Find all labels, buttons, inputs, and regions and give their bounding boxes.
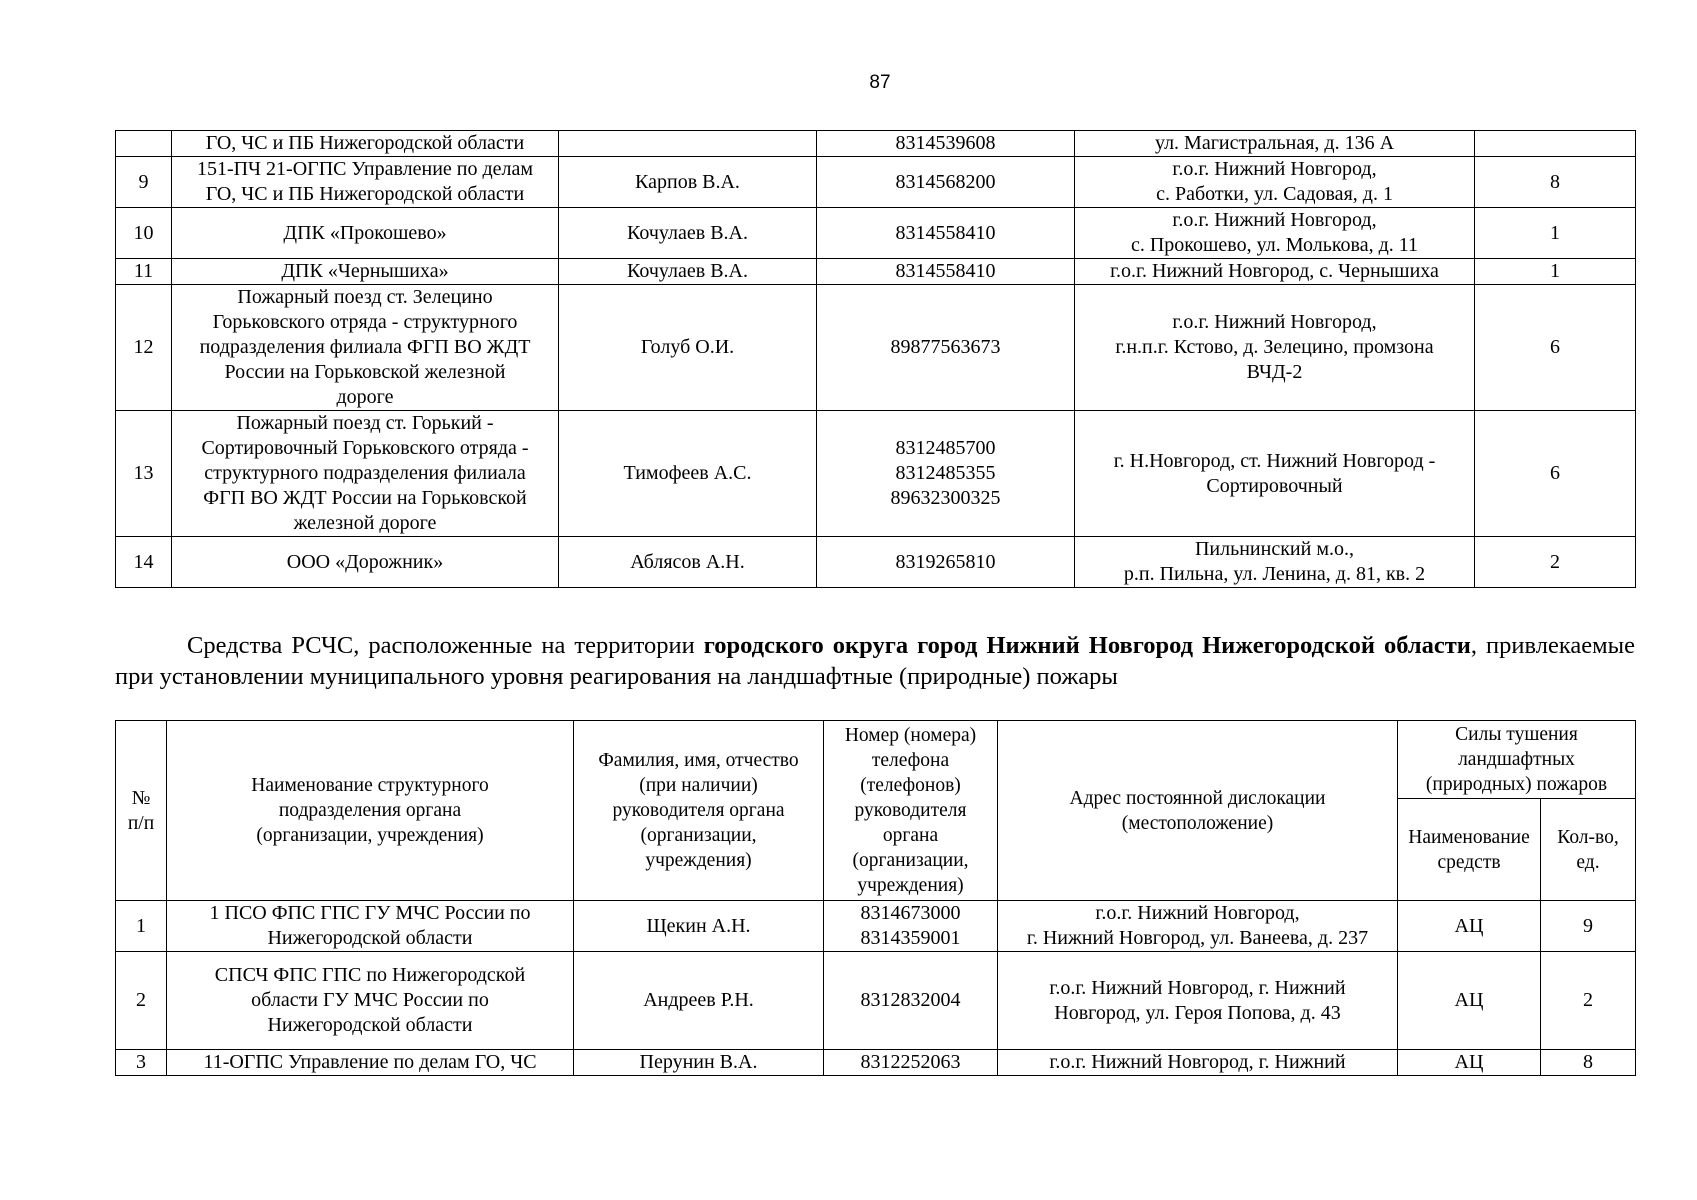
cell-unit-name: 151-ПЧ 21-ОГПС Управление по делам ГО, ЧС и ПБ Нижегородской области [172, 157, 559, 208]
cell-count: 9 [1541, 901, 1636, 952]
cell-phones: 8314568200 [817, 157, 1075, 208]
cell-count: 2 [1475, 537, 1636, 588]
table-row [116, 285, 1636, 411]
cell-num: 13 [116, 411, 172, 537]
table-fire-units-continued [115, 130, 1636, 588]
table-row [116, 157, 1636, 208]
cell-phones: 8312485700 8312485355 89632300325 [817, 411, 1075, 537]
cell-head [559, 131, 817, 157]
cell-head: Кочулаев В.А. [559, 259, 817, 285]
cell-num: 11 [116, 259, 172, 285]
cell-count: 1 [1475, 259, 1636, 285]
cell-address: г.о.г. Нижний Новгород, г. Нижний Новгород, ул. Героя Попова, д. 43 [998, 952, 1398, 1050]
cell-address: г.о.г. Нижний Новгород, г.н.п.г. Кстово, д. Зелецино, промзона ВЧД-2 [1075, 285, 1475, 411]
cell-phones: 8312832004 [824, 952, 998, 1050]
cell-address: Пильнинский м.о., р.п. Пильна, ул. Ленина, д. 81, кв. 2 [1075, 537, 1475, 588]
cell-address: г.о.г. Нижний Новгород, с. Прокошево, ул. Молькова, д. 11 [1075, 208, 1475, 259]
table-rschs-means [115, 720, 1636, 1076]
cell-head: Перунин В.А. [574, 1050, 824, 1076]
table-row [116, 537, 1636, 588]
cell-head: Аблясов А.Н. [559, 537, 817, 588]
table-row [116, 259, 1636, 285]
cell-num: 1 [116, 901, 167, 952]
cell-means: АЦ [1398, 952, 1541, 1050]
page-number: 87 [869, 72, 891, 93]
cell-phones: 8314673000 8314359001 [824, 901, 998, 952]
cell-address: г.о.г. Нижний Новгород, с. Чернышиха [1075, 259, 1475, 285]
cell-head: Андреев Р.Н. [574, 952, 824, 1050]
cell-num: 10 [116, 208, 172, 259]
header-phone: Номер (номера) телефона (телефонов) руководителя органа (организации, учреждения) [824, 721, 998, 901]
cell-unit-name: ДПК «Чернышиха» [172, 259, 559, 285]
cell-num [116, 131, 172, 157]
cell-head: Голуб О.И. [559, 285, 817, 411]
cell-num: 3 [116, 1050, 167, 1076]
cell-head: Щекин А.Н. [574, 901, 824, 952]
header-num: № п/п [116, 721, 167, 901]
cell-unit-name: 1 ПСО ФПС ГПС ГУ МЧС России по Нижегородской области [167, 901, 574, 952]
cell-address: г.о.г. Нижний Новгород, с. Работки, ул. Садовая, д. 1 [1075, 157, 1475, 208]
cell-head: Тимофеев А.С. [559, 411, 817, 537]
cell-count: 2 [1541, 952, 1636, 1050]
cell-phones: 8312252063 [824, 1050, 998, 1076]
section-heading: Средства РСЧС, расположенные на территории городского округа город Нижний Новгород Нижегородской области, привлекаемые при установлении муниципального уровня реагирования на ландшафтные (природные) пожары [115, 632, 1635, 690]
table-row [116, 952, 1636, 1050]
cell-count: 8 [1475, 157, 1636, 208]
header-means: Наименование средств [1398, 799, 1541, 901]
table-row [116, 901, 1636, 952]
cell-num: 14 [116, 537, 172, 588]
cell-unit-name: Пожарный поезд ст. Горький - Сортировочный Горьковского отряда - структурного подразделения филиала ФГП ВО ЖДТ России на Горьковской железной дороге [172, 411, 559, 537]
cell-count: 6 [1475, 411, 1636, 537]
cell-means: АЦ [1398, 1050, 1541, 1076]
cell-num: 2 [116, 952, 167, 1050]
table-row [116, 1050, 1636, 1076]
heading-bold-territory: городского округа город Нижний Новгород Нижегородской области [703, 632, 1471, 659]
cell-unit-name: ГО, ЧС и ПБ Нижегородской области [172, 131, 559, 157]
cell-unit-name: ООО «Дорожник» [172, 537, 559, 588]
cell-unit-name: СПСЧ ФПС ГПС по Нижегородской области ГУ МЧС России по Нижегородской области [167, 952, 574, 1050]
cell-num: 12 [116, 285, 172, 411]
header-count: Кол-во, ед. [1541, 799, 1636, 901]
cell-count: 1 [1475, 208, 1636, 259]
cell-address: г.о.г. Нижний Новгород, г. Нижний Новгород, ул. Ванеева, д. 237 [998, 901, 1398, 952]
cell-count [1475, 131, 1636, 157]
cell-phones: 8314558410 [817, 208, 1075, 259]
table-row [116, 131, 1636, 157]
cell-unit-name: ДПК «Прокошево» [172, 208, 559, 259]
cell-count: 8 [1541, 1050, 1636, 1076]
cell-means: АЦ [1398, 901, 1541, 952]
cell-count: 6 [1475, 285, 1636, 411]
cell-unit-name: 11-ОГПС Управление по делам ГО, ЧС [167, 1050, 574, 1076]
cell-address: г. Н.Новгород, ст. Нижний Новгород - Сортировочный [1075, 411, 1475, 537]
cell-num: 9 [116, 157, 172, 208]
cell-address: ул. Магистральная, д. 136 А [1075, 131, 1475, 157]
cell-phones: 8314539608 [817, 131, 1075, 157]
table-row [116, 208, 1636, 259]
header-name: Наименование структурного подразделения органа (организации, учреждения) [167, 721, 574, 901]
header-forces: Силы тушения ландшафтных (природных) пожаров [1398, 721, 1636, 799]
cell-head: Кочулаев В.А. [559, 208, 817, 259]
cell-phones: 89877563673 [817, 285, 1075, 411]
cell-address: г.о.г. Нижний Новгород, г. Нижний [998, 1050, 1398, 1076]
cell-phones: 8319265810 [817, 537, 1075, 588]
cell-head: Карпов В.А. [559, 157, 817, 208]
cell-unit-name: Пожарный поезд ст. Зелецино Горьковского отряда - структурного подразделения филиала ФГП ВО ЖДТ России на Горьковской железной дороге [172, 285, 559, 411]
cell-phones: 8314558410 [817, 259, 1075, 285]
header-head: Фамилия, имя, отчество (при наличии) руководителя органа (организации, учреждения) [574, 721, 824, 901]
table-row [116, 411, 1636, 537]
header-address: Адрес постоянной дислокации (местоположение) [998, 721, 1398, 901]
